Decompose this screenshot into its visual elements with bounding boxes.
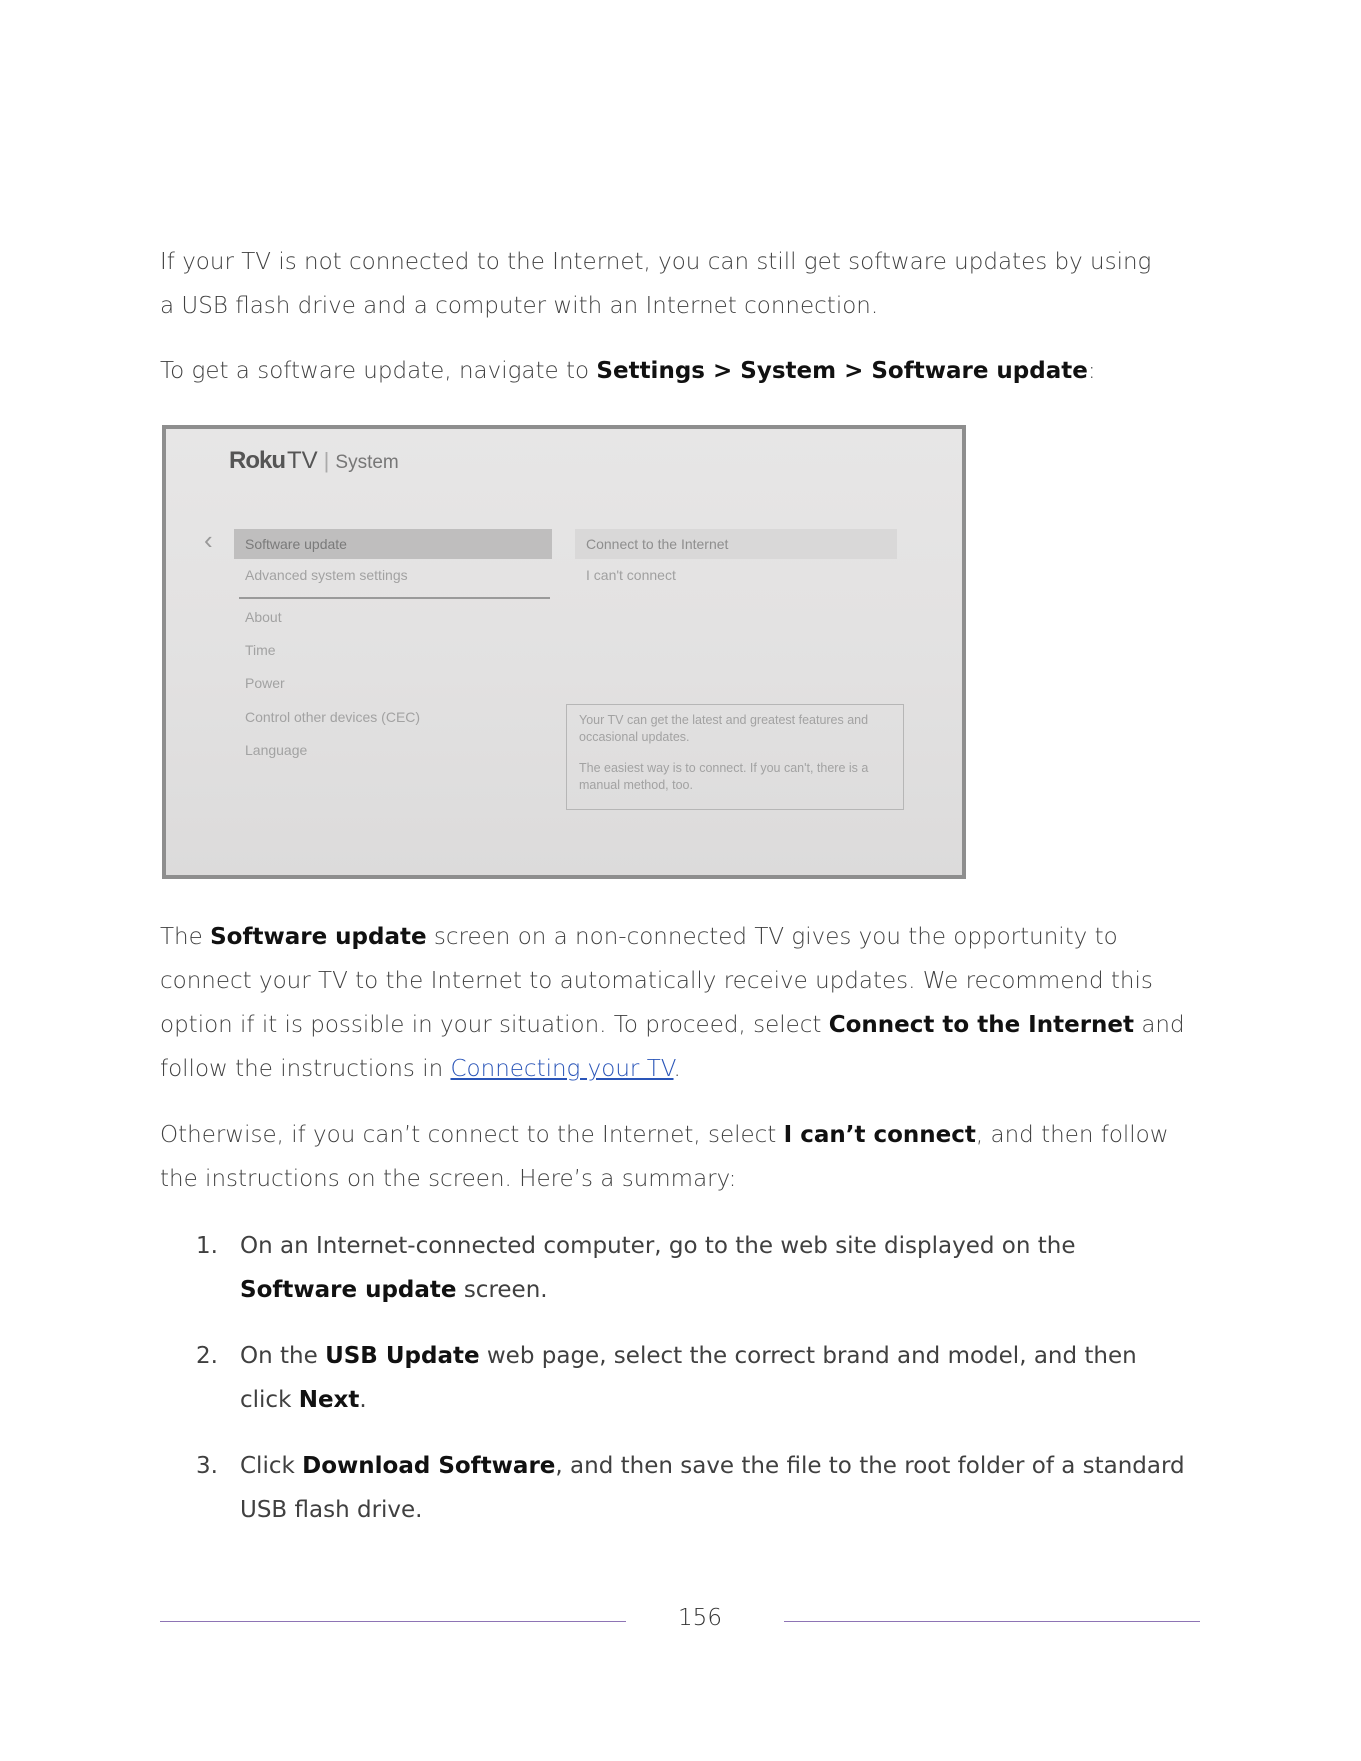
brand-tv: TV [287,447,318,474]
header-separator: | [323,448,330,473]
step-2-b2: Next [298,1387,360,1413]
step-3-t1: Click [240,1453,303,1479]
step-3-b1: Download Software [302,1453,556,1479]
nav-path: Settings > System > Software update [596,358,1088,384]
p2-text-2: and follow the instructions in [160,1012,1185,1082]
description-paragraph [160,915,1210,1091]
intro-line-2: a USB flash drive and a computer with an Internet connection. [160,293,879,319]
menu-item-cec: Control other devices (CEC) [245,709,421,725]
step-2-t2: web page, select the correct brand and model, and then click [240,1343,1137,1413]
p2-text-1: screen on a non-connected TV gives you the opportunity to connect your TV to the Internet to automatically receive updates. We recommend this option if it is possible in your situation. To proceed, select [160,924,1153,1038]
p2-text-3: . [673,1056,681,1082]
info-box [566,704,904,810]
p2-text-the: The [160,924,211,950]
connecting-your-tv-link[interactable]: Connecting your TV [450,1056,674,1082]
nav-suffix: : [1087,358,1096,384]
step-1-b1: Software update [240,1277,457,1303]
footer-rule-right [784,1621,1200,1622]
otherwise-paragraph [160,1113,1210,1201]
intro-line-1: If your TV is not connected to the Internet, you can still get software updates by using [160,249,1152,275]
step-3-t2: , and then save the file to the root folder of a standard USB flash drive. [240,1453,1185,1523]
roku-tv-logo [229,447,399,475]
menu-item-advanced: Advanced system settings [245,567,408,583]
step-1-number: 1. [196,1233,218,1259]
back-arrow-icon: ‹ [204,525,213,555]
p2-connect-internet: Connect to the Internet [828,1012,1135,1038]
step-3-text [240,1444,1190,1532]
p3-cant-connect: I can’t connect [783,1122,976,1148]
info-paragraph-1: Your TV can get the latest and greatest features and occasional updates. [579,713,869,744]
step-1-text [240,1224,1190,1312]
intro-paragraph [160,240,1210,328]
section-title: System [335,452,399,473]
p3-text-2: , and then follow the instructions on the screen. Here’s a summary: [160,1122,1169,1192]
menu-divider [239,597,550,599]
footer-rule-left [160,1621,626,1622]
step-3-number: 3. [196,1453,218,1479]
page-number: 156 [678,1605,722,1631]
step-2-text [240,1334,1190,1422]
menu-item-about: About [245,609,282,625]
step-2-t1: On the [240,1343,326,1369]
step-1-t1: On an Internet-connected computer, go to the web site displayed on the [240,1233,1076,1259]
menu-item-time: Time [245,642,276,658]
step-2-number: 2. [196,1343,218,1369]
menu-item-power: Power [245,675,285,691]
option-connect-internet: Connect to the Internet [575,529,897,559]
step-1-t2: screen. [456,1277,548,1303]
menu-item-language: Language [245,742,308,758]
option-cant-connect: I can't connect [586,567,676,583]
p3-text-1: Otherwise, if you can’t connect to the Internet, select [160,1122,784,1148]
navigation-paragraph [160,349,1210,393]
brand-name: Roku [229,447,285,474]
step-2-t3: . [359,1387,367,1413]
nav-prefix: To get a software update, navigate to [160,358,597,384]
menu-item-software-update: Software update [234,529,552,559]
info-paragraph-2: The easiest way is to connect. If you can't, there is a manual method, too. [579,761,869,792]
p2-software-update: Software update [210,924,427,950]
system-settings-screenshot [162,425,966,879]
step-2-b1: USB Update [325,1343,480,1369]
